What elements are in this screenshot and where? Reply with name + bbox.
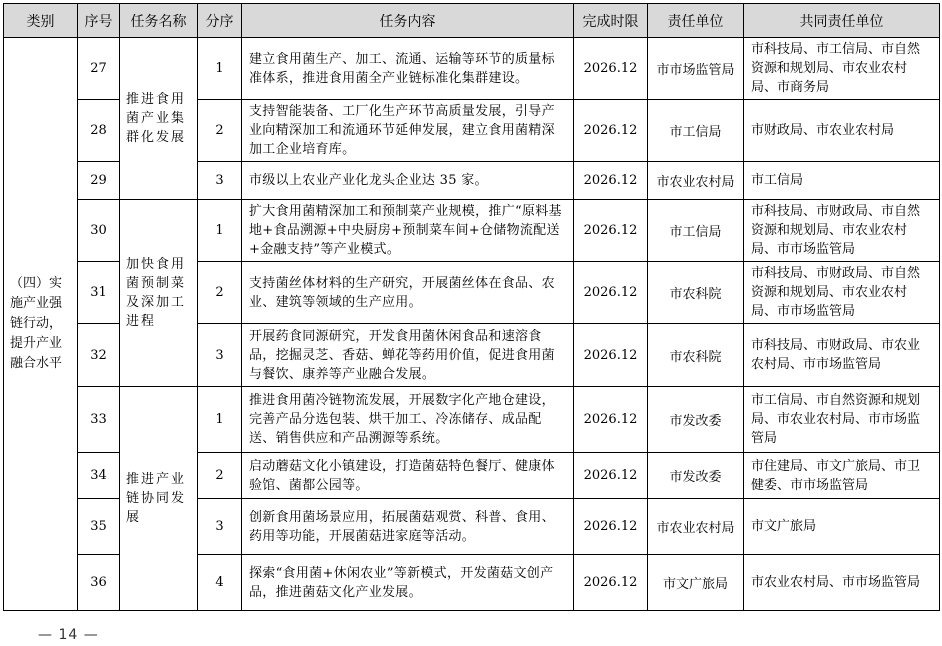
- row-number: 29: [78, 162, 120, 200]
- lead-unit: 市文广旅局: [648, 555, 744, 611]
- sub-number: 2: [198, 262, 242, 324]
- deadline: 2026.12: [574, 387, 648, 453]
- co-units: 市工信局: [744, 162, 940, 200]
- row-number: 28: [78, 100, 120, 162]
- task-content: 启动蘑菇文化小镇建设，打造菌菇特色餐厅、健康体验馆、菌都公园等。: [242, 453, 574, 499]
- sub-number: 1: [198, 38, 242, 100]
- row-number: 27: [78, 38, 120, 100]
- header-content: 任务内容: [242, 4, 574, 38]
- lead-unit: 市工信局: [648, 200, 744, 262]
- lead-unit: 市农科院: [648, 262, 744, 324]
- task-content: 开展药食同源研究，开发食用菌休闲食品和速溶食品，挖掘灵芝、香菇、蝉花等药用价值，促进食用菌与餐饮、康养等产业融合发展。: [242, 324, 574, 387]
- task-content: 建立食用菌生产、加工、流通、运输等环节的质量标准体系，推进食用菌全产业链标准化集群建设。: [242, 38, 574, 100]
- deadline: 2026.12: [574, 162, 648, 200]
- category-cell: （四）实施产业强链行动，提升产业融合水平: [4, 38, 78, 611]
- sub-number: 1: [198, 200, 242, 262]
- table-row: [4, 387, 940, 453]
- lead-unit: 市农科院: [648, 324, 744, 387]
- lead-unit: 市市场监管局: [648, 38, 744, 100]
- task-content: 扩大食用菌精深加工和预制菜产业规模，推广“原料基地+食品溯源+中央厨房+预制菜车间+仓储物流配送+金融支持”等产业模式。: [242, 200, 574, 262]
- sub-number: 1: [198, 387, 242, 453]
- page-number: — 14 —: [38, 627, 99, 643]
- header-co-units: 共同责任单位: [744, 4, 940, 38]
- lead-unit: 市工信局: [648, 100, 744, 162]
- lead-unit: 市农业农村局: [648, 499, 744, 555]
- deadline: 2026.12: [574, 38, 648, 100]
- table-header-row: [4, 4, 940, 38]
- co-units: 市财政局、市农业农村局: [744, 100, 940, 162]
- row-number: 33: [78, 387, 120, 453]
- deadline: 2026.12: [574, 555, 648, 611]
- lead-unit: 市发改委: [648, 453, 744, 499]
- deadline: 2026.12: [574, 453, 648, 499]
- header-no: 序号: [78, 4, 120, 38]
- task-name-cell: 推进食用菌产业集群化发展: [120, 38, 198, 200]
- row-number: 34: [78, 453, 120, 499]
- task-content: 市级以上农业产业化龙头企业达 35 家。: [242, 162, 574, 200]
- sub-number: 2: [198, 100, 242, 162]
- header-task-name: 任务名称: [120, 4, 198, 38]
- task-content: 支持智能装备、工厂化生产环节高质量发展，引导产业向精深加工和流通环节延伸发展，建立食用菌精深加工企业培育库。: [242, 100, 574, 162]
- table-row: [4, 200, 940, 262]
- task-content: 创新食用菌场景应用，拓展菌菇观赏、科普、食用、药用等功能，开展菌菇进家庭等活动。: [242, 499, 574, 555]
- deadline: 2026.12: [574, 200, 648, 262]
- sub-number: 4: [198, 555, 242, 611]
- co-units: 市住建局、市文广旅局、市卫健委、市市场监管局: [744, 453, 940, 499]
- deadline: 2026.12: [574, 324, 648, 387]
- task-content: 探索“食用菌+休闲农业”等新模式，开发菌菇文创产品，推进菌菇文化产业发展。: [242, 555, 574, 611]
- header-sub-no: 分序: [198, 4, 242, 38]
- row-number: 35: [78, 499, 120, 555]
- co-units: 市文广旅局: [744, 499, 940, 555]
- co-units: 市工信局、市自然资源和规划局、市农业农村局、市市场监管局: [744, 387, 940, 453]
- co-units: 市科技局、市工信局、市自然资源和规划局、市农业农村局、市商务局: [744, 38, 940, 100]
- row-number: 32: [78, 324, 120, 387]
- task-name-cell: 推进产业链协同发展: [120, 387, 198, 611]
- task-name-cell: 加快食用菌预制菜及深加工进程: [120, 200, 198, 387]
- deadline: 2026.12: [574, 262, 648, 324]
- row-number: 36: [78, 555, 120, 611]
- sub-number: 3: [198, 499, 242, 555]
- header-lead-unit: 责任单位: [648, 4, 744, 38]
- task-content: 推进食用菌冷链物流发展，开展数字化产地仓建设，完善产品分选包装、烘干加工、冷冻储存、成品配送、销售供应和产品溯源等系统。: [242, 387, 574, 453]
- header-category: 类别: [4, 4, 78, 38]
- co-units: 市科技局、市财政局、市自然资源和规划局、市农业农村局、市市场监管局: [744, 200, 940, 262]
- deadline: 2026.12: [574, 100, 648, 162]
- sub-number: 3: [198, 162, 242, 200]
- sub-number: 3: [198, 324, 242, 387]
- row-number: 30: [78, 200, 120, 262]
- lead-unit: 市发改委: [648, 387, 744, 453]
- task-content: 支持菌丝体材料的生产研究，开展菌丝体在食品、农业、建筑等领域的生产应用。: [242, 262, 574, 324]
- task-table: [3, 3, 940, 611]
- co-units: 市科技局、市财政局、市自然资源和规划局、市农业农村局、市市场监管局: [744, 262, 940, 324]
- header-deadline: 完成时限: [574, 4, 648, 38]
- deadline: 2026.12: [574, 499, 648, 555]
- sub-number: 2: [198, 453, 242, 499]
- co-units: 市农业农村局、市市场监管局: [744, 555, 940, 611]
- row-number: 31: [78, 262, 120, 324]
- co-units: 市科技局、市财政局、市农业农村局、市市场监管局: [744, 324, 940, 387]
- lead-unit: 市农业农村局: [648, 162, 744, 200]
- table-row: [4, 38, 940, 100]
